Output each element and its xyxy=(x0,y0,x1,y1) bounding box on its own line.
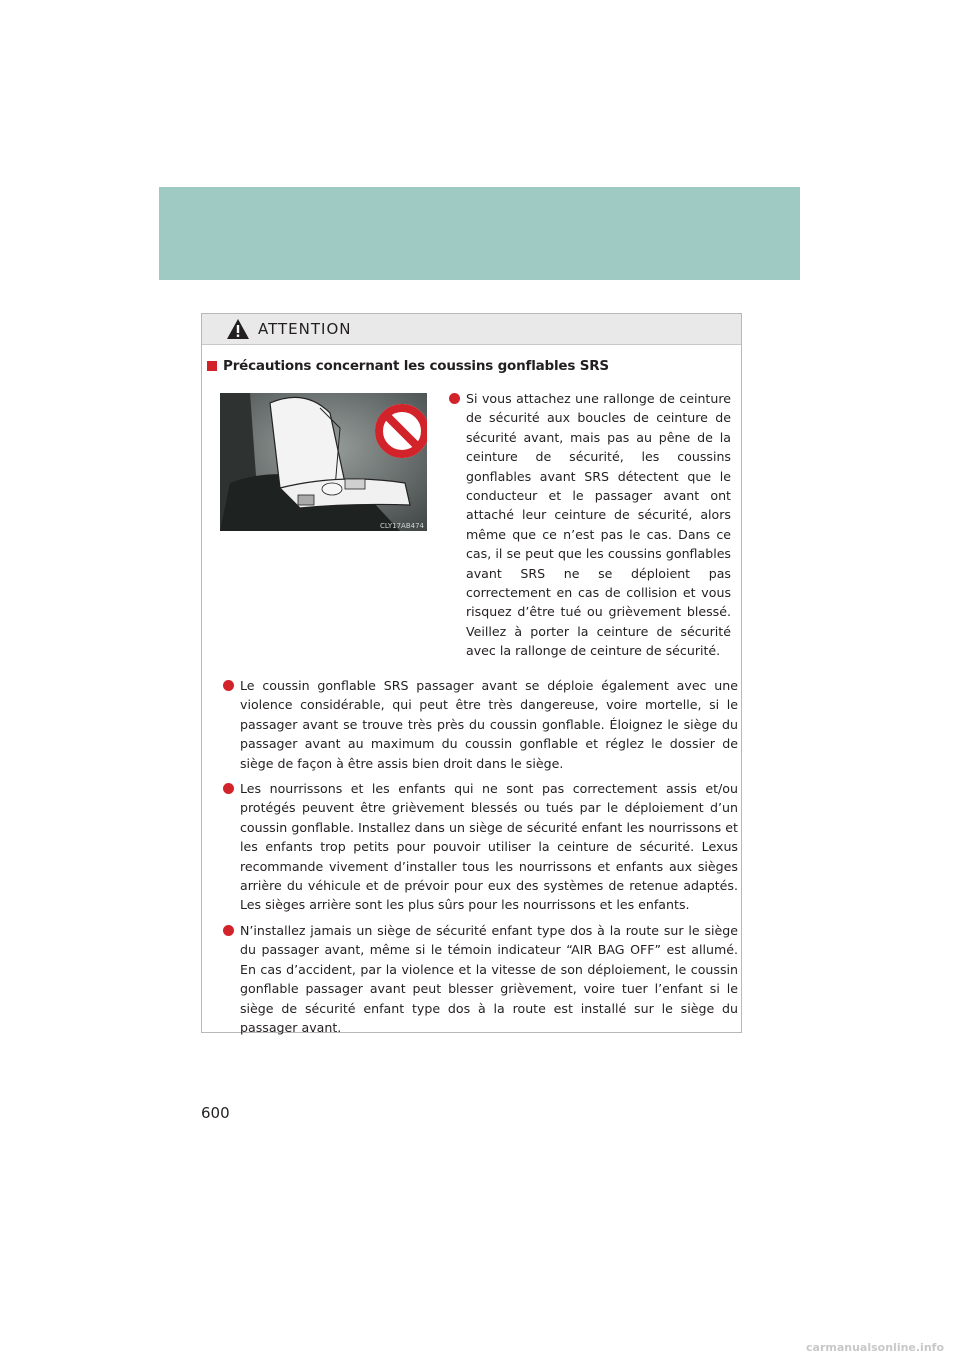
watermark: carmanualsonline.info xyxy=(806,1341,944,1354)
warning-header xyxy=(202,314,741,345)
bullet-children xyxy=(240,779,738,915)
section-heading xyxy=(207,358,609,374)
illustration-photo xyxy=(220,393,427,531)
bullet-text: N’installez jamais un siège de sécurité enfant type dos à la route sur le siège du passager avant, même si le témoin indicateur “AIR BAG OFF” est allumé. En cas d’accident, par la violence et la vitesse de son déploiement, le coussin gonflable passager avant peut blesser grièvement, voire tuer l’enfant si le siège de sécurité enfant type dos à la route est installé sur le siège du passager avant. xyxy=(240,923,738,1036)
warning-triangle-icon xyxy=(226,318,250,340)
bullet-extender xyxy=(466,389,731,661)
bullet-text: Le coussin gonflable SRS passager avant se déploie également avec une violence considérable, qui peut être très dangereuse, voire mortelle, si le passager avant se trouve très près du coussin gonflable. Éloignez le siège du passager avant au maximum du coussin gonflable et réglez le dossier de siège de façon à être assis bien droit dans le siège. xyxy=(240,678,738,771)
bullet-text: Si vous attachez une rallonge de ceinture de sécurité aux boucles de ceinture de sécurité avant, mais pas au pêne de la ceinture de sécurité, les coussins gonflables avant SRS détectent que le conducteur et le passager avant ont attaché leur ceinture de sécurité, alors même que ce n’est pas le cas. Dans ce cas, il se peut que les coussins gonflables avant SRS ne se déploient pas correctement en cas de collision et vous risquez d’être tué ou grièvement blessé. Veillez à porter la ceinture de sécurité avec la rallonge de ceinture de sécurité. xyxy=(466,391,731,659)
photo-code: CLY17AB474 xyxy=(380,522,424,530)
bullet-rear-facing-seat xyxy=(240,921,738,1037)
bullet-passenger-distance xyxy=(240,676,738,773)
page-number: 600 xyxy=(201,1104,230,1122)
chapter-header-band xyxy=(159,187,800,280)
bullet-dot-icon xyxy=(223,925,234,936)
section-square-icon xyxy=(207,361,217,371)
bullet-text: Les nourrissons et les enfants qui ne sont pas correctement assis et/ou protégés peuvent être grièvement blessés ou tués par le déploiement d’un coussin gonflable. Installez dans un siège de sécurité enfant les nourrissons et les enfants trop petits pour pouvoir utiliser la ceinture de sécurité. Lexus recommande vivement d’installer tous les nourrissons et enfants aux sièges arrière du véhicule et de prévoir pour eux des systèmes de retenue adaptés. Les sièges arrière sont les plus sûrs pour les nourrissons et les enfants. xyxy=(240,781,738,913)
warning-title: ATTENTION xyxy=(258,320,352,338)
bullet-dot-icon xyxy=(223,680,234,691)
section-title: Précautions concernant les coussins gonflables SRS xyxy=(223,358,609,374)
bullet-dot-icon xyxy=(449,393,460,404)
bullet-dot-icon xyxy=(223,783,234,794)
